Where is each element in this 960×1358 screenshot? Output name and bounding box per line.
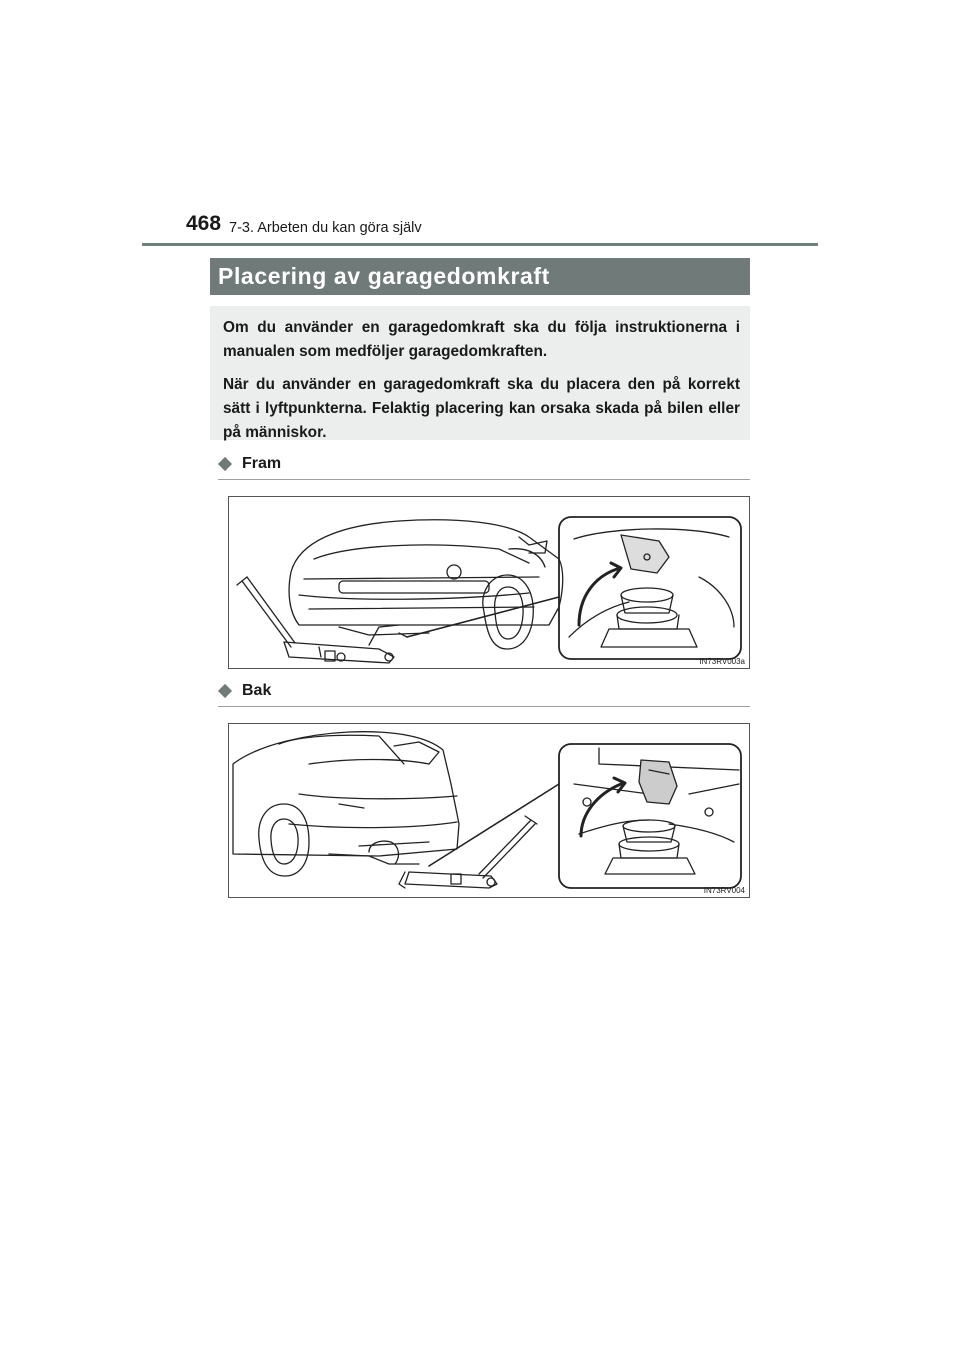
figure-code-rear: IN73RV004 [703,886,745,895]
running-head: 7-3. Arbeten du kan göra själv [229,220,422,236]
diamond-bullet-icon [218,457,232,471]
subsection-heading-rear [218,682,750,707]
diamond-bullet-icon [218,684,232,698]
rear-car-illustration [229,724,749,897]
intro-paragraph-1: Om du använder en garagedomkraft ska du följa instruktionerna i manualen som medföljer garagedomkraften. [223,319,740,360]
header-rule [142,243,818,246]
subsection-label-front: Fram [242,455,282,472]
subsection-label-rear: Bak [242,682,272,699]
intro-paragraph-2: När du använder en garagedomkraft ska du placera den på korrekt sätt i lyftpunkterna. Felaktig placering kan orsaka skada på bilen eller på människor. [223,376,740,441]
section-title: Placering av garagedomkraft [218,263,550,289]
figure-front-jack-point [228,496,750,669]
section-title-bar [210,258,750,295]
front-car-illustration [229,497,749,668]
figure-rear-jack-point [228,723,750,898]
subsection-heading-front [218,455,750,480]
intro-box [210,306,750,440]
figure-code-front: IN73RV003a [699,657,745,666]
page-number: 468 [186,212,222,235]
